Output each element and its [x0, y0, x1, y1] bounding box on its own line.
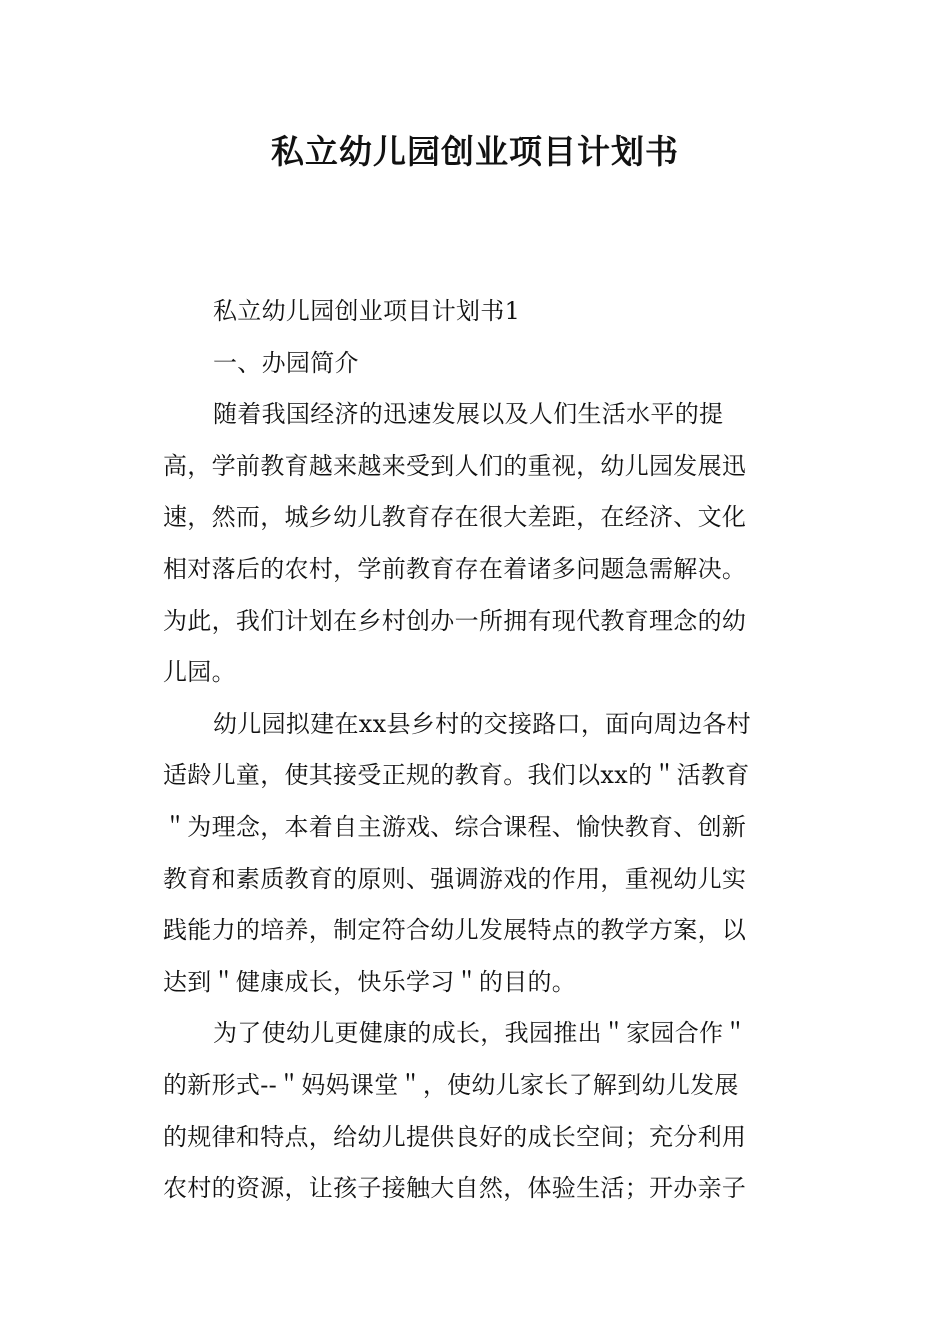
- paragraph-line: 达到＂健康成长，快乐学习＂的目的。: [163, 967, 577, 996]
- paragraph-line: 农村的资源，让孩子接触大自然，体验生活；开办亲子: [163, 1174, 747, 1203]
- section-heading: 私立幼儿园创业项目计划书1: [213, 297, 521, 325]
- paragraph-line: ＂为理念，本着自主游戏、综合课程、愉快教育、创新: [163, 812, 747, 841]
- paragraph-line: 的规律和特点，给幼儿提供良好的成长空间；充分利用: [163, 1122, 747, 1151]
- paragraph-line: 儿园。: [163, 658, 236, 687]
- paragraph-line: 践能力的培养，制定符合幼儿发展特点的教学方案，以: [163, 916, 747, 945]
- paragraph-line: 幼儿园拟建在xx县乡村的交接路口，面向周边各村: [213, 709, 751, 738]
- paragraph-line: 为了使幼儿更健康的成长，我园推出＂家园合作＂: [213, 1019, 748, 1048]
- paragraph-line: 的新形式--＂妈妈课堂＂，使幼儿家长了解到幼儿发展: [163, 1070, 739, 1099]
- paragraph-line: 适龄儿童，使其接受正规的教育。我们以xx的＂活教育: [163, 761, 750, 790]
- paragraph-3: [163, 1008, 788, 1214]
- paragraph-1: [163, 389, 788, 699]
- paragraph-line: 教育和素质教育的原则、强调游戏的作用，重视幼儿实: [163, 864, 747, 893]
- paragraph-line: 速，然而，城乡幼儿教育存在很大差距，在经济、文化: [163, 503, 747, 532]
- document-body: [163, 286, 788, 1215]
- paragraph-line: 高，学前教育越来越来受到人们的重视，幼儿园发展迅: [163, 451, 747, 480]
- paragraph-line: 相对落后的农村，学前教育存在着诸多问题急需解决。: [163, 554, 747, 583]
- subheading: 一、办园简介: [213, 348, 359, 377]
- document-title: 私立幼儿园创业项目计划书: [271, 132, 679, 171]
- paragraph-2: [163, 699, 788, 1009]
- paragraph-line: 为此，我们计划在乡村创办一所拥有现代教育理念的幼: [163, 606, 747, 635]
- paragraph-line: 随着我国经济的迅速发展以及人们生活水平的提: [213, 400, 724, 429]
